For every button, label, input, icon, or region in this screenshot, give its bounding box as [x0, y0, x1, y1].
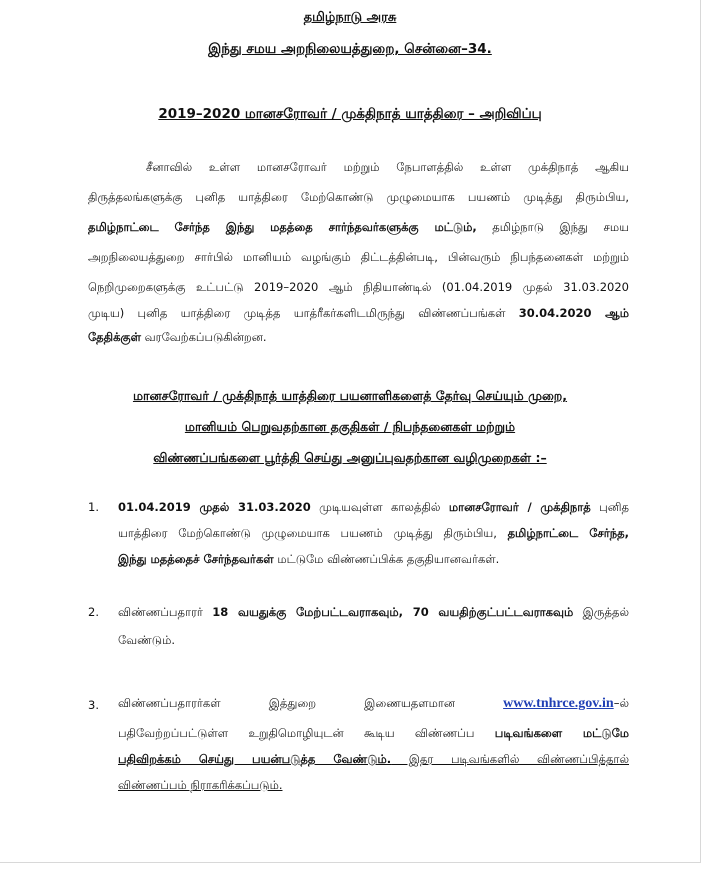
intro-line: திருத்தலங்களுக்கு புனித யாத்திரை மேற்கொண்டு முழுமையாக பயணம் முடித்து திரும்பிய,: [88, 190, 629, 204]
item-text: யாத்திரை மேற்கொண்டு முழுமையாக பயணம் முடித்து திரும்பிய,: [118, 526, 508, 540]
intro-line: அறநிலையத்துறை சார்பில் மானியம் வழங்கும் திட்டத்தின்படி, பின்வரும் நிபந்தனைகள் மற்றும்: [88, 250, 629, 264]
item-text: இருத்தல்: [573, 605, 629, 619]
item-number: 2.: [88, 605, 99, 619]
department-name: இந்து சமய அறநிலையத்துறை, சென்னை–34.: [208, 41, 492, 57]
section-heading: மானியம் பெறுவதற்கான தகுதிகள் / நிபந்தனைகள் மற்றும்: [184, 419, 516, 434]
intro-text: முடிய) புனித யாத்திரை முடித்த யாத்ரீகர்களிடமிருந்து விண்ணப்பங்கள்: [88, 306, 519, 320]
deadline-suffix: தேதிக்குள்: [88, 330, 141, 344]
section-heading: விண்ணப்பங்களை பூர்த்தி செய்து அனுப்புவதற்கான வழிமுறைகள் :–: [153, 450, 547, 465]
intro-bold-text: தமிழ்நாட்டை சேர்ந்த இந்து மதத்தை சார்ந்தவர்களுக்கு மட்டும்,: [88, 220, 477, 234]
item-bold-text: படிவங்களை மட்டுமே: [494, 726, 629, 740]
intro-line: [88, 306, 629, 322]
item-line: [118, 605, 629, 621]
item-text: விண்ணப்பதாரர்: [118, 605, 213, 619]
item-text: புனித: [590, 500, 629, 514]
item-line: [118, 696, 629, 712]
rejection-note: இதர படிவங்களில் விண்ணப்பித்தால்: [391, 752, 629, 766]
item-line: [118, 526, 629, 542]
item-bold-text: தமிழ்நாட்டை சேர்ந்த,: [507, 526, 630, 540]
item-line: [118, 500, 629, 516]
item-text: –ல்: [613, 696, 629, 710]
govt-name: தமிழ்நாடு அரசு: [303, 10, 397, 25]
item-line: [118, 752, 629, 768]
item-bold-text: பதிவிறக்கம் செய்து பயன்படுத்த வேண்டும்.: [118, 752, 392, 766]
item-bold-text: இந்து மதத்தைச் சேர்ந்தவர்கள்: [118, 552, 274, 566]
item-text: முடியவுள்ள காலத்தில்: [310, 500, 449, 514]
item-line: [118, 552, 629, 568]
deadline-date: 30.04.2020 ஆம்: [518, 306, 629, 320]
item-number: 1.: [88, 500, 99, 514]
item-bold-text: மானசரோவர் / முக்திநாத்: [448, 500, 591, 514]
item-bold-text: 18 வயதுக்கு மேற்பட்டவராகவும், 70 வயதிற்குட்பட்டவராகவும்: [212, 605, 574, 619]
intro-text: வரவேற்கப்படுகின்றன.: [140, 330, 267, 344]
item-bold-text: 01.04.2019 முதல் 31.03.2020: [118, 500, 311, 514]
item-text: மட்டுமே விண்ணப்பிக்க தகுதியானவர்கள்.: [273, 552, 500, 566]
website-link[interactable]: www.tnhrce.gov.in: [503, 696, 614, 711]
item-text: விண்ணப்பதாரர்கள் இத்துறை இணையதளமான: [118, 696, 504, 710]
item-line: வேண்டும்.: [118, 633, 175, 647]
intro-line: நெறிமுறைகளுக்கு உட்பட்டு 2019–2020 ஆம் நிதியாண்டில் (01.04.2019 முதல் 31.03.2020: [88, 280, 629, 294]
intro-line: சீனாவில் உள்ள மானசரோவர் மற்றும் நேபாளத்தில் உள்ள முக்திநாத் ஆகிய: [146, 160, 629, 174]
item-number: 3.: [88, 698, 99, 712]
intro-line: [88, 330, 629, 346]
rejection-note: விண்ணப்பம் நிராகரிக்கப்படும்.: [118, 778, 283, 792]
item-text: பதிவேற்றப்பட்டுள்ள உறுதிமொழியுடன் கூடிய விண்ணப்ப: [118, 726, 495, 740]
intro-line: [88, 220, 629, 236]
notice-title: 2019–2020 மானசரோவர் / முக்திநாத் யாத்திரை – அறிவிப்பு: [158, 106, 542, 122]
item-line: [118, 726, 629, 742]
section-heading: மானசரோவர் / முக்திநாத் யாத்திரை பயனாளிகளைத் தேர்வு செய்யும் முறை,: [132, 388, 568, 403]
intro-text: தமிழ்நாடு இந்து சமய: [476, 220, 629, 234]
